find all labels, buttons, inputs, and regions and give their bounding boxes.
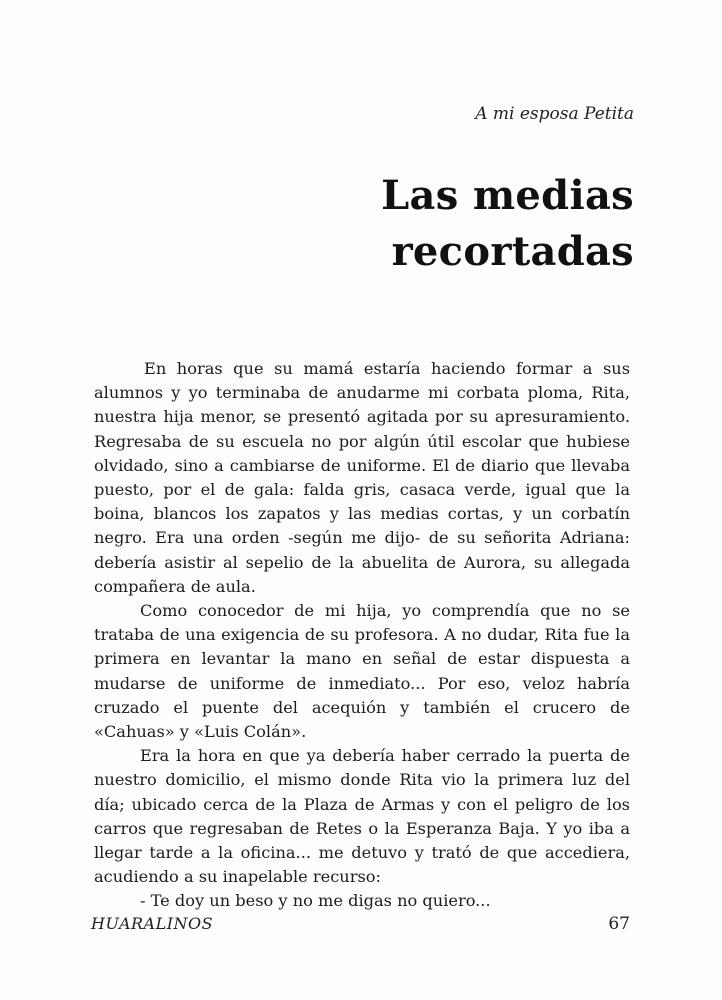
paragraph: En horas que su mamá estaría haciendo formar a sus alumnos y yo terminaba de anudarme mi corbata ploma, Rita, nuestra hija menor, se presentó agitada por su apresuramiento. Regresaba de su escuela no por algún útil escolar que hubiese olvidado, sino a cambiarse de uniforme. El de diario que llevaba puesto, por el de gala: falda gris, casaca verde, igual que la boina, blancos los zapatos y las medias cortas, y un corbatín negro. Era una orden -según me dijo- de su señorita Adriana: debería asistir al sepelio de la abuelita de Aurora, su allegada compañera de aula.: [94, 359, 630, 596]
page-number: 67: [608, 914, 630, 934]
dedication: A mi esposa Petita: [475, 104, 634, 124]
paragraph: Como conocedor de mi hija, yo comprendía que no se trataba de una exigencia de su profesora. A no dudar, Rita fue la primera en levantar la mano en señal de estar dispuesta a mudarse de uniforme de inmediato... Por eso, veloz habría cruzado el puente del acequión y también el crucero de «Cahuas» y «Luis Colán».: [94, 601, 630, 742]
chapter-title-line-1: Las medias: [381, 172, 634, 219]
paragraph: Era la hora en que ya debería haber cerrado la puerta de nuestro domicilio, el mismo donde Rita vio la primera luz del día; ubicado cerca de la Plaza de Armas y con el peligro de los carros que regresaban de Retes o la Esperanza Baja. Y yo iba a llegar tarde a la oficina... me detuvo y trató de que accediera, acudiendo a su inapelable recurso:: [94, 746, 630, 887]
chapter-title: [381, 168, 634, 280]
dialogue-line: - Te doy un beso y no me digas no quiero...: [140, 891, 491, 911]
body-text: [94, 357, 630, 914]
running-head: HUARALINOS: [91, 914, 214, 933]
chapter-title-line-2: recortadas: [391, 228, 634, 275]
page-footer: [91, 914, 630, 934]
